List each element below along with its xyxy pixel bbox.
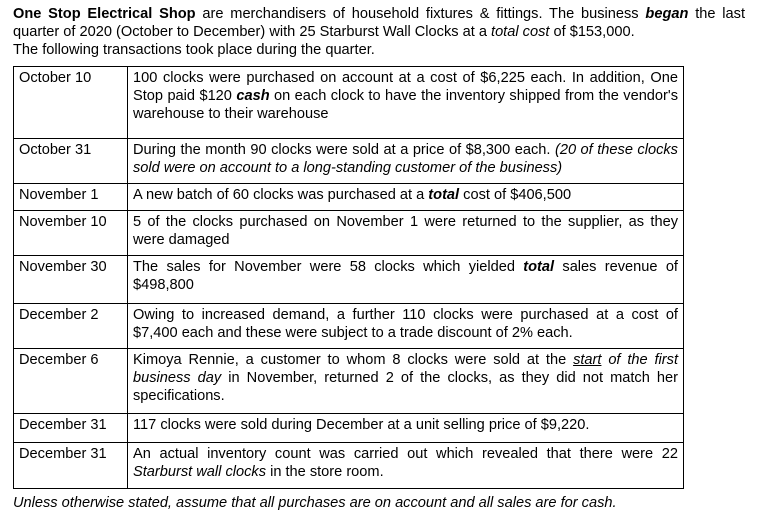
table-row [14,414,684,443]
date-cell: November 30 [14,256,128,304]
total-emphasis: total [428,187,460,203]
description-cell [128,443,684,489]
company-name: One Stop Electrical Shop [13,6,196,22]
date-cell: December 31 [14,414,128,443]
date-cell: December 6 [14,349,128,414]
desc-text: A new batch of 60 clocks was purchased at a [133,187,429,203]
description-cell [128,139,684,184]
desc-italic-note: of the first business day [133,352,679,386]
description-cell: Owing to increased demand, a further 110 clocks were purchased at a cost of $7,400 each and these were subject to a trade discount of 2% each. [128,304,684,349]
table-row [14,304,684,349]
intro-text [13,5,745,41]
desc-text: An actual inventory count was carried out which revealed that there were 22 [133,446,678,462]
table-row [14,211,684,256]
total-cost-emphasis: total cost [491,24,550,40]
date-cell: October 31 [14,139,128,184]
description-cell [128,349,684,414]
desc-italic-note: Starburst wall clocks [133,464,267,480]
desc-text: Kimoya Rennie, a customer to whom 8 clocks were sold at the [133,352,574,368]
footer-note: Unless otherwise stated, assume that all purchases are on account and all sales are for cash. [13,495,617,511]
date-cell: December 2 [14,304,128,349]
desc-text: in the store room. [266,464,384,480]
table-row [14,443,684,489]
desc-text: sales revenue of $498,800 [133,259,678,293]
transactions-table [13,66,684,489]
table-row [14,67,684,139]
description-cell: 5 of the clocks purchased on November 1 were returned to the supplier, as they were damaged [128,211,684,256]
description-cell [128,256,684,304]
table-row [14,139,684,184]
cash-emphasis: cash [236,88,270,104]
intro-text-part: of $153,000. [549,24,635,40]
desc-italic-note: (20 of these clocks sold were on account to a long-standing customer of the business) [133,142,678,176]
description-cell [128,67,684,139]
desc-text: The sales for November were 58 clocks which yielded [133,259,524,275]
date-cell: December 31 [14,443,128,489]
began-emphasis: began [645,6,689,22]
desc-text: on each clock to have the inventory shipped from the vendor's warehouse to their warehouse [133,88,678,122]
date-cell: November 10 [14,211,128,256]
description-cell [128,184,684,211]
intro-text-part: the last quarter of 2020 (October to December) with 25 Starburst Wall Clocks at a [13,6,746,40]
total-emphasis: total [523,259,555,275]
date-cell: October 10 [14,67,128,139]
intro-text-part: are merchandisers of household fixtures & fittings. The business [195,6,646,22]
desc-text: in November, returned 2 of the clocks, as they did not match her specifications. [133,370,678,404]
table-row [14,184,684,211]
description-cell: 117 clocks were sold during December at a unit selling price of $9,220. [128,414,684,443]
desc-text: cost of $406,500 [459,187,572,203]
date-cell: November 1 [14,184,128,211]
table-row [14,256,684,304]
table-row [14,349,684,414]
desc-text: During the month 90 clocks were sold at a price of $8,300 each. [133,142,555,158]
intro-line-3: The following transactions took place during the quarter. [13,42,375,58]
desc-text: 100 clocks were purchased on account at a cost of $6,225 each. In addition, One Stop paid $120 [133,70,678,104]
start-emphasis: start [573,352,602,368]
intro-paragraph [13,5,745,59]
